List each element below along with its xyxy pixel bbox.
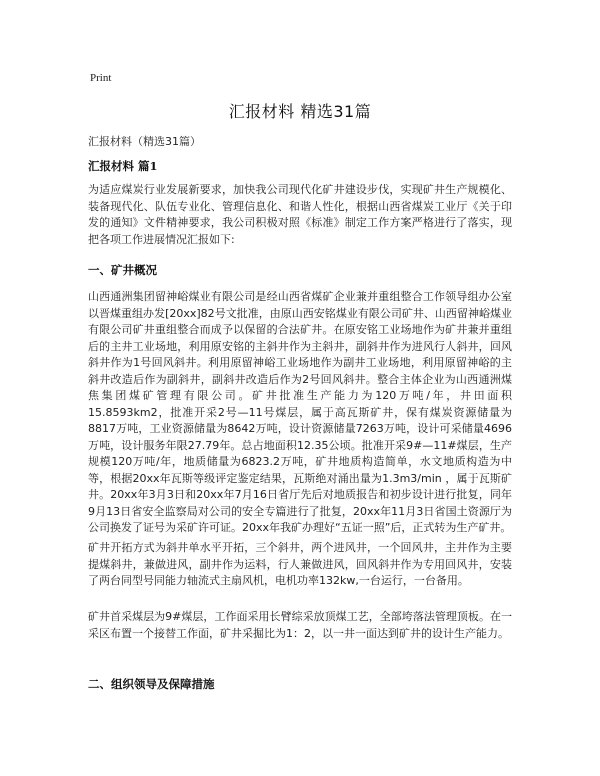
- print-label: Print: [90, 72, 112, 84]
- document-subtitle: 汇报材料（精选31篇）: [88, 135, 201, 148]
- intro-paragraph: 为适应煤炭行业发展新要求，加快我公司现代化矿井建设步伐，实现矿井生产规模化、装备现代化、队伍专业化、管理信息化、和谐人性化，根据山西省煤炭工业厅《关于印发的通知》文件精神要求，我公司积极对照《标准》制定工作方案严格进行了落实，现把各项工作进展情况汇报如下:: [88, 183, 512, 246]
- mine-overview-paragraph: 山西通洲集团留神峪煤业有限公司是经山西省煤矿企业兼并重组整合工作领导组办公室以晋煤重组办发[20xx]82号文批准，由原山西安铭煤业有限公司矿井、山西留神峪煤业有限公司矿井重组整合而成予以保留的合法矿井。在原安铭工业场地作为矿井兼并重组后的主井工业场地，利用原安铭的主斜井作为主斜井，副斜井作为进风行人斜井，回风斜井作为1号回风斜井。利用原留神峪工业场地作为副井工业场地，利用原留神峪的主斜井改造后作为副斜井，副斜井改造后作为2号回风斜井。整合主体企业为山西通洲煤焦集团煤矿管理有限公司。矿井批准生产能力为120万吨/年，井田面积15.8593km2，批准开采2号—11号煤层，属于高瓦斯矿井，保有煤炭资源储量为8817万吨，工业资源储量为8642万吨，设计资源储量7263万吨，设计可采储量4696万吨，设计服务年限27.79年。总占地面积12.35公顷。批准开采9#—11#煤层，生产规模120万吨/年，地质储量为6823.2万吨，矿井地质构造简单，水文地质构造为中等，根据20xx年瓦斯等级评定鉴定结果，瓦斯绝对涌出量为1.3m3/min ，属于瓦斯矿井。20xx年3月3日和20xx年7月16日省厅先后对地质报告和初步设计进行批复，同年9月13日省安全监察局对公司的安全专篇进行了批复，20xx年11月3日省国土资源厅为公司换发了证号为采矿许可证。20xx年我矿办理好“五证一照”后，正式转为生产矿井。: [88, 290, 512, 534]
- section-heading-organization: 二、组织领导及保障措施: [88, 677, 215, 691]
- document-title: 汇报材料 精选31篇: [228, 102, 372, 121]
- development-method-paragraph: 矿井开拓方式为斜井单水平开拓，三个斜井，两个进风井，一个回风井，主井作为主要提煤斜井，兼做进风，副井作为运料，行人兼做进风，回风斜井作为专用回风井，安装了两台同型号同能力轴流式主扇风机，电机功率132kw,一台运行，一台备用。: [88, 541, 512, 587]
- section-heading-mine-overview: 一、矿井概况: [88, 263, 157, 277]
- article-heading: 汇报材料 篇1: [88, 159, 158, 173]
- first-seam-paragraph: 矿井首采煤层为9#煤层，工作面采用长臂综采放顶煤工艺，全部垮落法管理顶板。在一采区布置一个接替工作面，矿井采掘比为1：2，以一井一面达到矿井的设计生产能力。: [88, 610, 512, 640]
